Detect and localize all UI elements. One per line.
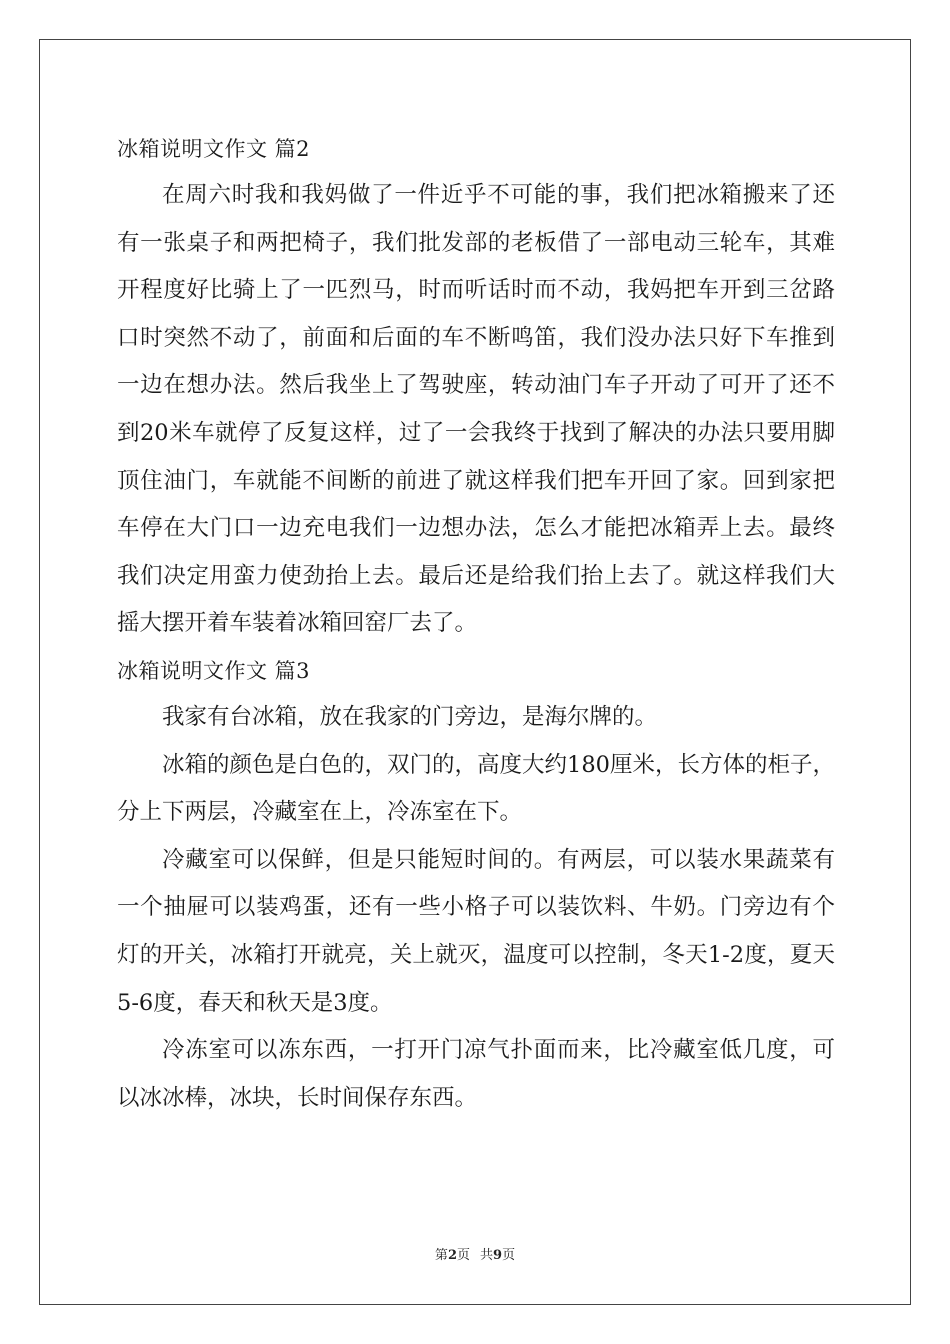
section-title: 冰箱说明文作文 篇2 bbox=[117, 137, 311, 161]
paragraph: 我家有台冰箱，放在我家的门旁边，是海尔牌的。 bbox=[162, 703, 658, 730]
paragraph: 冷藏室可以保鲜，但是只能短时间的。有两层，可以装水果蔬菜有一个抽屉可以装鸡蛋，还有一些小格子可以装饮料、牛奶。门旁边有个灯的开关，冰箱打开就亮，关上就灭，温度可以控制，冬天1-2度，夏天5-6度，春天和秋天是3度。 bbox=[117, 846, 835, 1016]
footer-total-suffix: 页 bbox=[502, 1248, 516, 1263]
section-2 bbox=[117, 126, 835, 648]
footer-page-prefix: 第 bbox=[434, 1248, 448, 1263]
paragraph: 冰箱的颜色是白色的，双门的，高度大约180厘米，长方体的柜子，分上下两层，冷藏室在上，冷冻室在下。 bbox=[117, 751, 835, 826]
section-3 bbox=[117, 648, 835, 1122]
footer-page-total: 9 bbox=[493, 1248, 503, 1263]
paragraph: 冷冻室可以冻东西，一打开门凉气扑面而来，比冷藏室低几度，可以冰冰棒，冰块，长时间保存东西。 bbox=[117, 1037, 835, 1111]
document-body bbox=[117, 126, 835, 1122]
footer-page-suffix: 页 bbox=[456, 1248, 470, 1263]
footer-page-current: 2 bbox=[447, 1248, 457, 1263]
section-title: 冰箱说明文作文 篇3 bbox=[117, 658, 311, 683]
page-footer bbox=[0, 1247, 950, 1265]
paragraph: 在周六时我和我妈做了一件近乎不可能的事，我们把冰箱搬来了还有一张桌子和两把椅子，我们批发部的老板借了一部电动三轮车，其难开程度好比骑上了一匹烈马，时而听话时而不动，我妈把车开到三岔路口时突然不动了，前面和后面的车不断鸣笛，我们没办法只好下车推到一边在想办法。然后我坐上了驾驶座，转动油门车子开动了可开了还不到20米车就停了反复这样，过了一会我终于找到了解决的办法只要用脚顶住油门，车就能不间断的前进了就这样我们把车开回了家。回到家把车停在大门口一边充电我们一边想办法，怎么才能把冰箱弄上去。最终我们决定用蛮力使劲抬上去。最后还是给我们抬上去了。就这样我们大摇大摆开着车装着冰箱回窑厂去了。 bbox=[117, 182, 835, 637]
footer-total-prefix: 共 bbox=[480, 1248, 494, 1263]
